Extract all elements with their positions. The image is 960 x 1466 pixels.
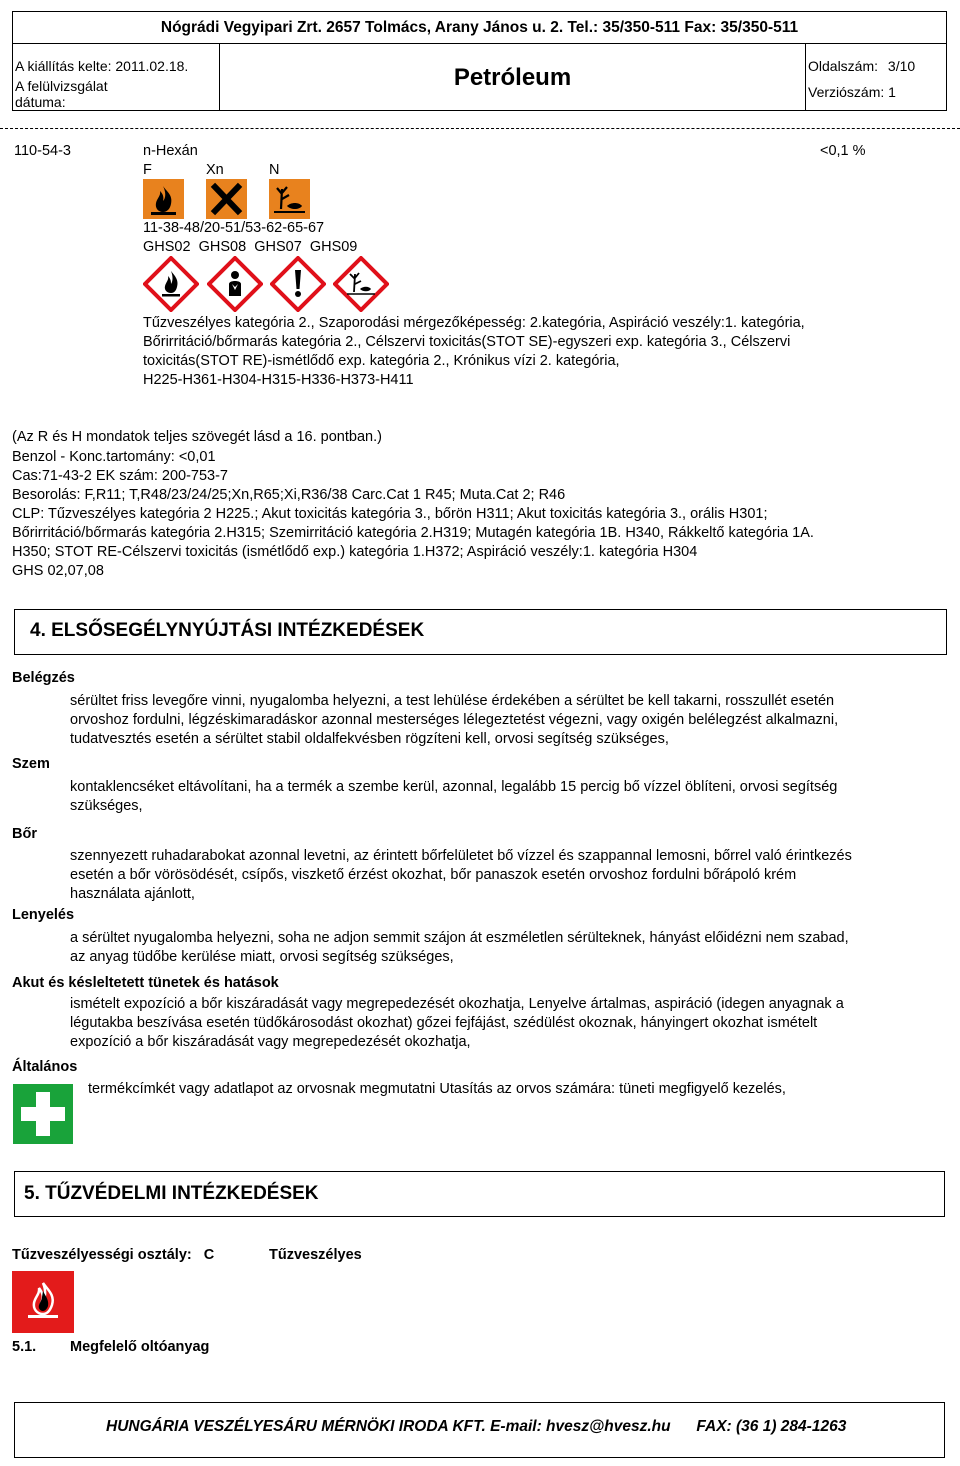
benzene-line: H350; STOT RE-Célszervi toxicitás (ismétlődő exp.) kategória 1.H372; Aspiráció veszély:1. kategória H304 xyxy=(12,544,698,560)
fire-hazard-icon xyxy=(12,1271,74,1333)
sub-51-row xyxy=(12,1339,210,1355)
r-phrases: 11-38-48/20-51/53-62-65-67 xyxy=(143,220,325,236)
review-label-line1: A felülvizsgálat xyxy=(15,78,108,94)
header-divider xyxy=(12,43,947,44)
benzene-block xyxy=(12,448,952,581)
belegzes-label: Belégzés xyxy=(12,670,75,686)
component-classification xyxy=(143,314,943,390)
environment-icon xyxy=(269,179,310,219)
issue-date-row xyxy=(15,58,188,74)
version-label: Verziószám: xyxy=(808,84,885,100)
page-label: Oldalszám: xyxy=(808,58,879,74)
ghs-flame-icon xyxy=(143,256,199,312)
issue-label: A kiállítás kelte: xyxy=(15,58,112,74)
text-line: az anyag tüdőbe kerülése miatt, orvosi segítség szükséges, xyxy=(70,949,454,965)
text-line: sérültet friss levegőre vinni, nyugalomba helyezni, a test lehülése érdekében a sérültet be kell takarni, rosszullét esetén xyxy=(70,693,835,709)
benzene-line: Bőrirritáció/bőrmarás kategória 2.H315; Szemirritáció kategória 2.H319; Mutagén kategória 1B. H340, Rákkeltő kategória 1A. xyxy=(12,525,814,541)
akut-text xyxy=(70,995,950,1052)
text-line: expozíció a bőr kiszáradását vagy megrepedezését okozhatja, xyxy=(70,1034,471,1050)
szem-text xyxy=(70,778,950,816)
fire-class-row xyxy=(12,1247,214,1263)
section5-title: 5. TŰZVÉDELMI INTÉZKEDÉSEK xyxy=(24,1183,319,1204)
belegzes-text xyxy=(70,692,950,749)
sub-51-title: Megfelelő oltóanyag xyxy=(70,1339,210,1355)
fire-class-value: C xyxy=(203,1247,215,1263)
benzene-line: Benzol - Konc.tartomány: <0,01 xyxy=(12,449,216,465)
classification-line: Bőrirritáció/bőrmarás kategória 2., Célszervi toxicitás(STOT SE)-egyszeri exp. kategória 3., Célszervi xyxy=(143,334,791,350)
header-vline-right xyxy=(805,43,806,111)
altalanos-label: Általános xyxy=(12,1059,78,1075)
classification-line: H225-H361-H304-H315-H336-H373-H411 xyxy=(143,372,414,388)
altalanos-text: termékcímkét vagy adatlapot az orvosnak megmutatni Utasítás az orvos számára: tüneti megfigyelő kezelés, xyxy=(88,1081,786,1097)
harmful-cross-icon xyxy=(206,179,247,219)
text-line: légutakba beszívása esetén tüdőkárosodást okozhat) gőzei fejfájást, szédülést okoznak, hányingert okozhat ismételt xyxy=(70,1015,818,1031)
version-value: 1 xyxy=(888,84,896,100)
symbol-f: F xyxy=(143,162,152,178)
page-number xyxy=(808,58,915,74)
ghs-health-hazard-icon xyxy=(207,256,263,312)
symbol-xn: Xn xyxy=(206,162,224,178)
text-line: esetén a bőr vörösödését, csípős, viszkető érzést okozhat, bőr panaszok esetén orvoshoz fordulni bőrápoló krém xyxy=(70,867,797,883)
akut-label: Akut és késleltetett tünetek és hatások xyxy=(12,975,279,991)
lenyeles-text xyxy=(70,929,950,967)
text-line: használata ajánlott, xyxy=(70,886,195,902)
fire-class-label: Tűzveszélyességi osztály: xyxy=(12,1247,192,1263)
ghs-environment-icon xyxy=(333,256,389,312)
dashed-separator xyxy=(0,128,960,129)
component-name: n-Hexán xyxy=(143,143,198,159)
text-line: szennyezett ruhadarabokat azonnal levetni, az érintett bőrfelületet bő vízzel és szappannal lemosni, bőrrel való érintkezés xyxy=(70,848,852,864)
classification-line: Tűzveszélyes kategória 2., Szaporodási mérgezőképesség: 2.kategória, Aspiráció veszély:1. kategória, xyxy=(143,315,805,331)
ghs-exclamation-icon xyxy=(270,256,326,312)
concentration: <0,1 % xyxy=(820,143,866,159)
page-value: 3/10 xyxy=(887,58,916,74)
text-line: kontaklencséket eltávolítani, ha a termék a szembe kerül, azonnal, legalább 15 percig bő vízzel öblíteni, orvosi segítség xyxy=(70,779,838,795)
text-line: orvoshoz fordulni, légzéskimaradáskor azonnal mesterséges lélegeztetést végezni, vagy oxigén belélegzést alkalmazni, xyxy=(70,712,839,728)
text-line: a sérültet nyugalomba helyezni, soha ne adjon semmit szájon át eszméletlen sérülteknek, hányást előidézni nem szabad, xyxy=(70,930,849,946)
sub-51-number: 5.1. xyxy=(12,1339,37,1355)
bor-label: Bőr xyxy=(12,826,37,842)
footer-text: HUNGÁRIA VESZÉLYESÁRU MÉRNÖKI IRODA KFT. E-mail: hvesz@hvesz.hu FAX: (36 1) 284-1263 xyxy=(106,1418,847,1435)
text-line: tudatvesztés esetén a sérültet stabil oldalfekvésben rögzíteni kell, orvosi segítség szükséges, xyxy=(70,731,669,747)
review-label xyxy=(15,78,108,110)
flame-icon xyxy=(143,179,184,219)
szem-label: Szem xyxy=(12,756,50,772)
benzene-line: CLP: Tűzveszélyes kategória 2 H225.; Akut toxicitás kategória 3., bőrön H311; Akut toxicitás kategória 3., orális H301; xyxy=(12,506,768,522)
symbol-n: N xyxy=(269,162,280,178)
text-line: szükséges, xyxy=(70,798,143,814)
section4-title: 4. ELSŐSEGÉLYNYÚJTÁSI INTÉZKEDÉSEK xyxy=(30,620,425,641)
company-line: Nógrádi Vegyipari Zrt. 2657 Tolmács, Arany János u. 2. Tel.: 35/350-511 Fax: 35/350-511 xyxy=(160,19,799,36)
benzene-line: Cas:71-43-2 EK szám: 200-753-7 xyxy=(12,468,228,484)
fire-class-desc: Tűzveszélyes xyxy=(269,1247,362,1263)
benzene-line: Besorolás: F,R11; T,R48/23/24/25;Xn,R65;Xi,R36/38 Carc.Cat 1 R45; Muta.Cat 2; R46 xyxy=(12,487,566,503)
classification-line: toxicitás(STOT RE)-ismétlődő exp. kategória 2., Krónikus vízi 2. kategória, xyxy=(143,353,620,369)
product-title: Petróleum xyxy=(453,64,572,91)
ghs-codes: GHS02 GHS08 GHS07 GHS09 xyxy=(143,239,358,255)
cas-number: 110-54-3 xyxy=(14,143,71,159)
r-h-note: (Az R és H mondatok teljes szövegét lásd a 16. pontban.) xyxy=(12,429,382,445)
issue-date: 2011.02.18. xyxy=(115,58,189,74)
lenyeles-label: Lenyelés xyxy=(12,907,75,923)
text-line: ismételt expozíció a bőr kiszáradását vagy megrepedezését okozhatja, Lenyelve ártalmas, aspiráció (idegen anyagnak a xyxy=(70,996,844,1012)
first-aid-cross-icon xyxy=(13,1084,73,1144)
review-label-line2: dátuma: xyxy=(15,94,66,110)
version-number xyxy=(808,84,896,100)
benzene-line: GHS 02,07,08 xyxy=(12,563,104,579)
bor-text xyxy=(70,847,950,904)
